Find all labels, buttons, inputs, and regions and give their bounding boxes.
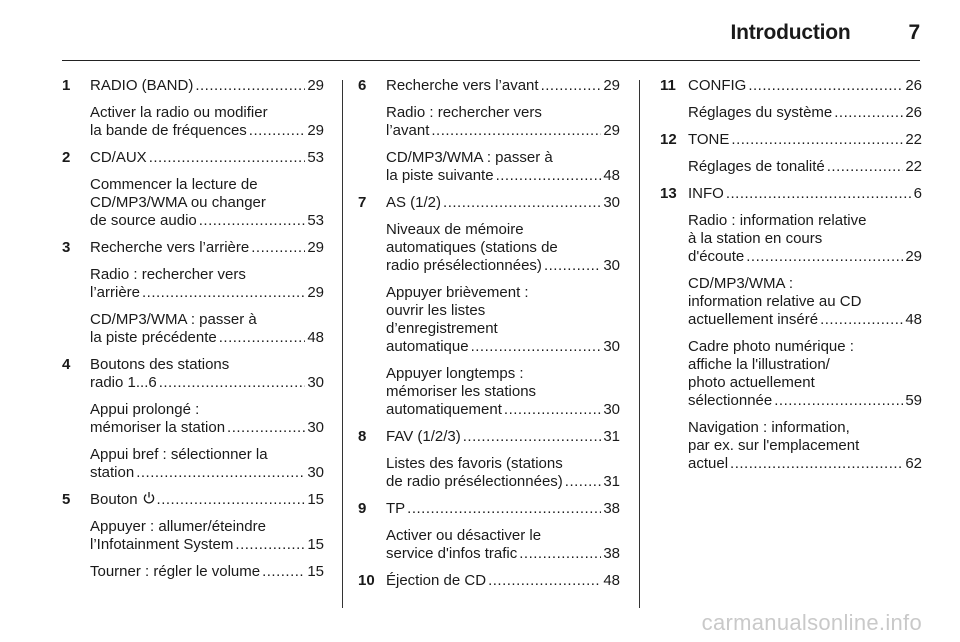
entry-label: mémoriser la station [90,419,226,436]
index-entry [62,77,324,95]
page-reference: 15 [307,563,324,580]
column-3 [660,77,922,482]
entry-number [660,104,688,122]
entry-leader-line [90,77,324,95]
entry-text-line: à la station en cours [688,230,823,247]
leader-dots [827,158,904,176]
entry-number [660,338,688,410]
entry-text-line: Activer la radio ou modifier [90,104,268,121]
entry-leader-line [688,104,922,122]
entry-leader-line [90,212,324,230]
entry-text-line: Appuyer brièvement : [386,284,529,301]
entry-leader-line [688,131,922,149]
entry-number [62,266,90,302]
leader-dots [834,104,903,122]
page-reference: 29 [603,122,620,139]
leader-dots [746,248,903,266]
entry-number [358,527,386,563]
entry-body [90,401,324,437]
entry-leader-line [90,419,324,437]
entry-body [386,527,620,563]
entry-number [358,149,386,185]
entry-body [90,446,324,482]
header-rule [62,60,920,61]
index-entry [62,239,324,257]
page-reference: 15 [307,491,324,508]
page-reference: 6 [913,185,922,202]
index-entry [660,77,922,95]
entry-leader-line [90,149,324,167]
entry-leader-line [386,122,620,140]
page-title: Introduction [730,21,851,44]
page-reference: 30 [603,194,620,211]
entry-label: Recherche vers l’avant [386,77,539,94]
leader-dots [820,311,903,329]
index-entry [358,428,620,446]
entry-number: 3 [62,239,71,256]
leader-dots [159,374,306,392]
entry-label: radio présélectionnées) [386,257,542,274]
entry-body [386,77,620,95]
entry-label: INFO [688,185,724,202]
entry-body [688,77,922,95]
entry-number: 9 [358,500,367,517]
entry-number: 12 [660,131,677,148]
entry-body [688,131,922,149]
index-entry [660,104,922,122]
page-reference: 30 [603,257,620,274]
leader-dots [541,77,602,95]
index-entry [62,311,324,347]
entry-body [688,104,922,122]
entry-body [688,158,922,176]
entry-label: TP [386,500,406,517]
entry-leader-line [386,473,620,491]
entry-leader-line [688,158,922,176]
index-entry [62,149,324,167]
entry-number: 10 [358,572,375,589]
index-entry [62,518,324,554]
leader-dots [731,131,903,149]
entry-number [660,275,688,329]
entry-leader-line [386,194,620,212]
entry-label: la bande de fréquences [90,122,247,139]
index-entry [62,104,324,140]
index-entry [62,356,324,392]
entry-text-line: Cadre photo numérique : [688,338,854,355]
entry-body [386,455,620,491]
entry-number [358,455,386,491]
entry-label: la piste suivante [386,167,494,184]
index-entry [62,563,324,581]
index-entry [660,338,922,410]
entry-body [90,356,324,392]
entry-leader-line [386,401,620,419]
page-reference: 53 [307,212,324,229]
entry-label: service d'infos trafic [386,545,518,562]
index-entry [358,284,620,356]
entry-body [90,104,324,140]
entry-label: actuellement inséré [688,311,819,328]
page-number: 7 [908,21,920,44]
entry-body [386,284,620,356]
page-reference: 29 [307,77,324,94]
index-entry [358,221,620,275]
leader-dots [504,401,601,419]
index-entry [62,491,324,509]
entry-number [660,419,688,473]
entry-body [90,518,324,554]
entry-leader-line [688,392,922,410]
entry-label: Réglages de tonalité [688,158,825,175]
entry-number [660,158,688,176]
entry-text-line: Appui bref : sélectionner la [90,446,268,463]
leader-dots [726,185,912,203]
entry-leader-line [90,239,324,257]
entry-number: 11 [660,77,676,94]
entry-leader-line [386,257,620,275]
entry-body [90,311,324,347]
entry-body [688,212,922,266]
index-entry [660,131,922,149]
leader-dots [219,329,306,347]
entry-text-line: CD/MP3/WMA : passer à [90,311,257,328]
page-reference: 48 [603,167,620,184]
entry-body [386,194,620,212]
index-entry [62,176,324,230]
entry-body [688,338,922,410]
page-reference: 30 [603,401,620,418]
entry-label: CONFIG [688,77,747,94]
leader-dots [249,122,306,140]
leader-dots [496,167,602,185]
entry-body [90,491,324,509]
entry-leader-line [90,563,324,581]
entry-number: 1 [62,77,71,94]
index-entry [62,401,324,437]
entry-number [62,446,90,482]
leader-dots [443,194,601,212]
entry-text-line: mémoriser les stations [386,383,537,400]
entry-leader-line [90,329,324,347]
entry-body [90,239,324,257]
entry-leader-line [688,311,922,329]
entry-label: Réglages du système [688,104,833,121]
entry-leader-line [386,500,620,518]
entry-text-line: Radio : information relative [688,212,867,229]
leader-dots [251,239,305,257]
leader-dots [431,122,601,140]
entry-number: 2 [62,149,71,166]
entry-label: Tourner : régler le volume [90,563,261,580]
page-reference: 48 [307,329,324,346]
index-entry [62,446,324,482]
leader-dots [262,563,305,581]
page-reference: 26 [905,104,922,121]
entry-text-line: information relative au CD [688,293,862,310]
entry-leader-line [386,428,620,446]
entry-label: l’Infotainment System [90,536,234,553]
entry-number [62,176,90,230]
leader-dots [748,77,903,95]
page-reference: 29 [905,248,922,265]
entry-label: l’avant [386,122,430,139]
page-reference: 48 [603,572,620,589]
page-reference: 29 [603,77,620,94]
entry-label: l’arrière [90,284,141,301]
entry-leader-line [386,545,620,563]
page-header [40,18,920,48]
page-reference: 26 [905,77,922,94]
entry-label: de radio présélectionnées) [386,473,563,490]
page-reference: 30 [603,338,620,355]
entry-leader-line [90,464,324,482]
entry-leader-line [386,77,620,95]
entry-body [386,365,620,419]
entry-leader-line [90,122,324,140]
entry-number [62,104,90,140]
index-entry [660,212,922,266]
page-reference: 22 [905,158,922,175]
entry-number [62,311,90,347]
page-reference: 22 [905,131,922,148]
entry-label: FAV (1/2/3) [386,428,461,445]
entry-text-line: CD/MP3/WMA ou changer [90,194,266,211]
entry-label: station [90,464,135,481]
entry-body [386,572,620,590]
page-reference: 48 [905,311,922,328]
page-reference: 62 [905,455,922,472]
entry-body [386,149,620,185]
entry-body [90,149,324,167]
entry-label: RADIO (BAND) [90,77,194,94]
entry-text-line: par ex. sur l'emplacement [688,437,860,454]
entry-text-line: Navigation : information, [688,419,850,436]
entry-text-line: Appui prolongé : [90,401,200,418]
entry-number [358,365,386,419]
entry-label: Bouton [90,491,138,508]
entry-label: Éjection de CD [386,572,487,589]
entry-label: radio 1...6 [90,374,157,391]
entry-leader-line [386,572,620,590]
page-reference: 15 [307,536,324,553]
entry-number: 5 [62,491,71,508]
page-reference: 30 [307,419,324,436]
entry-text-line: Radio : rechercher vers [90,266,246,283]
index-entry [358,500,620,518]
entry-body [90,77,324,95]
entry-number [358,221,386,275]
entry-leader-line [90,284,324,302]
entry-number: 7 [358,194,367,211]
entry-number [660,212,688,266]
entry-leader-line [90,374,324,392]
entry-number [358,104,386,140]
entry-body [90,563,324,581]
leader-dots [235,536,305,554]
entry-number: 13 [660,185,677,202]
entry-label: d'écoute [688,248,745,265]
entry-leader-line [688,248,922,266]
entry-text-line: Niveaux de mémoire [386,221,524,238]
entry-label: CD/AUX [90,149,147,166]
entry-label: la piste précédente [90,329,217,346]
entry-label: sélectionnée [688,392,773,409]
entry-body [386,500,620,518]
leader-dots [149,149,306,167]
entry-label: Recherche vers l’arrière [90,239,250,256]
entry-text-line: Radio : rechercher vers [386,104,542,121]
leader-dots [730,455,903,473]
leader-dots [471,338,602,356]
entry-leader-line [386,167,620,185]
page-reference: 31 [603,428,620,445]
page-reference: 29 [307,122,324,139]
column-divider-1 [342,80,343,608]
entry-body [386,428,620,446]
index-entry [358,572,620,590]
entry-label: TONE [688,131,730,148]
entry-number [358,284,386,356]
entry-text-line: Commencer la lecture de [90,176,258,193]
entry-text-line: d’enregistrement [386,320,498,337]
entry-text-line: CD/MP3/WMA : passer à [386,149,553,166]
entry-body [688,275,922,329]
entry-label: AS (1/2) [386,194,442,211]
page-reference: 30 [307,374,324,391]
entry-leader-line [688,185,922,203]
leader-dots [565,473,602,491]
entry-body [90,176,324,230]
entry-body [386,221,620,275]
entry-body [90,266,324,302]
index-entry [358,455,620,491]
index-entry [660,419,922,473]
leader-dots [227,419,305,437]
leader-dots [195,77,305,95]
page-reference: 29 [307,239,324,256]
leader-dots [136,464,305,482]
index-entry [358,365,620,419]
entry-leader-line [90,491,324,509]
index-entry [660,185,922,203]
entry-label: actuel [688,455,729,472]
index-entry [358,527,620,563]
entry-text-line: Listes des favoris (stations [386,455,563,472]
entry-number: 6 [358,77,367,94]
entry-body [386,104,620,140]
column-2 [358,77,620,599]
entry-text-line: automatiques (stations de [386,239,558,256]
column-divider-2 [639,80,640,608]
entry-body [688,419,922,473]
leader-dots [774,392,903,410]
entry-label: de source audio [90,212,197,229]
entry-text-line: ouvrir les listes [386,302,486,319]
column-1 [62,77,324,590]
entry-number [62,518,90,554]
entry-text-line: Boutons des stations [90,356,230,373]
leader-dots [544,257,601,275]
entry-leader-line [386,338,620,356]
entry-leader-line [90,536,324,554]
leader-dots [488,572,601,590]
leader-dots [157,491,306,509]
entry-number [62,401,90,437]
watermark: carmanualsonline.info [701,610,922,635]
entry-number [62,563,90,581]
index-entry [660,158,922,176]
entry-text-line: photo actuellement [688,374,815,391]
leader-dots [142,284,305,302]
page-reference: 29 [307,284,324,301]
entry-leader-line [688,77,922,95]
entry-number: 8 [358,428,367,445]
entry-text-line: Appuyer longtemps : [386,365,524,382]
page-reference: 38 [603,500,620,517]
page-reference: 30 [307,464,324,481]
leader-dots [199,212,306,230]
leader-dots [463,428,602,446]
entry-body [688,185,922,203]
page-reference: 53 [307,149,324,166]
index-entry [358,104,620,140]
index-entry [358,77,620,95]
entry-text-line: affiche la l'illustration/ [688,356,830,373]
page-reference: 38 [603,545,620,562]
entry-number: 4 [62,356,71,373]
entry-label: automatique [386,338,469,355]
entry-text-line: Activer ou désactiver le [386,527,542,544]
index-entry [62,266,324,302]
entry-leader-line [688,455,922,473]
leader-dots [407,500,601,518]
power-icon [143,491,155,507]
page-reference: 59 [905,392,922,409]
index-entry [358,149,620,185]
entry-text-line: CD/MP3/WMA : [688,275,794,292]
index-entry [660,275,922,329]
entry-text-line: Appuyer : allumer/éteindre [90,518,266,535]
entry-label: automatiquement [386,401,502,418]
index-entry [358,194,620,212]
page-reference: 31 [603,473,620,490]
leader-dots [519,545,601,563]
